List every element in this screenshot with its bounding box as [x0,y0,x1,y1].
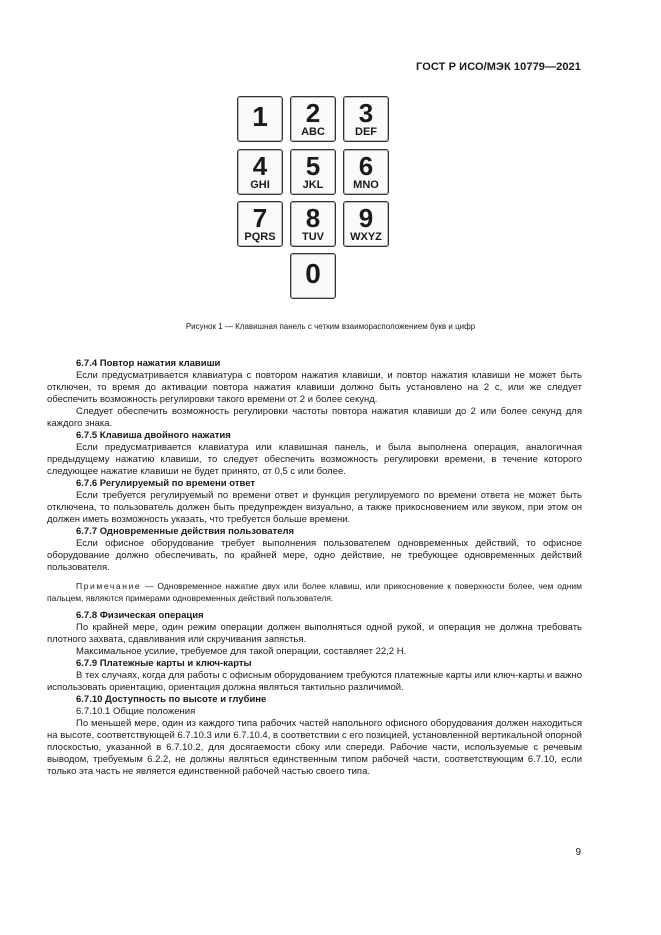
key-7 [237,201,283,247]
note-label: Примечание [76,581,142,591]
key-digit: 8 [305,203,321,233]
key-9 [343,201,389,247]
key-letters: WXYZ [350,231,382,243]
section-heading: 6.7.7 Одновременные действия пользователя [76,526,295,537]
key-letters: DEF [355,126,377,138]
key-8 [290,201,336,247]
document-header: ГОСТ Р ИСО/МЭК 10779—2021 [416,61,581,73]
key-digit: 2 [305,98,321,128]
section-heading: 6.7.6 Регулируемый по времени ответ [76,478,256,489]
subsection-heading: 6.7.10.1 Общие положения [76,706,196,717]
key-digit: 0 [305,258,321,289]
key-1 [237,96,283,142]
key-letters: ABC [301,126,325,138]
section-heading: 6.7.8 Физическая операция [76,610,204,621]
key-letters: PQRS [244,231,276,243]
key-letters: JKL [302,179,324,191]
key-digit: 7 [252,203,268,233]
page-number: 9 [575,847,581,858]
key-digit: 6 [358,151,374,181]
paragraph: Максимальное усилие, требуемое для такой операции, составляет 22,2 Н. [76,646,407,657]
key-digit: 5 [305,151,321,181]
paragraph: Если офисное оборудование требует выполнения пользователем одновременных действий, то офисное оборудование должно обеспечивать, по крайней мере, одно действие, не требующее одновременных действий пользователя. [47,538,582,573]
section-heading: 6.7.10 Доступность по высоте и глубине [76,694,267,705]
paragraph: Если предусматривается клавиатура с повтором нажатия клавиши, и повтор нажатия клавиши не может быть отключен, то время до активации повтора нажатия клавиши должно быть установлено на 2 с, или же следует обеспечить возможность регулировки такого времени от 2 и более секунд. [47,370,582,405]
key-letters: GHI [250,179,270,191]
key-5 [290,149,336,195]
paragraph: По меньшей мере, один из каждого типа рабочих частей напольного офисного оборудования должен находиться на высоте, соответствующей 6.7.10.3 или 6.7.10.4, в соответствии с его позицией, установленной вертикальной опорной плоскостью, указанной в 6.7.10.2, для досягаемости сбоку или спереди. Рабочие части, используемые с речевым выводом, требуемым 6.2.2, не должны являться единственным типом рабочей части, соответствующим 6.7.10, если только эта часть не является единственной рабочей частью своего типа. [47,718,582,777]
key-digit: 1 [252,101,268,132]
section-heading: 6.7.5 Клавиша двойного нажатия [76,430,231,441]
paragraph: Если требуется регулируемый по времени ответ и функция регулируемого по времени ответа не может быть отключена, то пользователь должен быть предупрежден визуально, а также прикосновением или звуком, при этом он должен иметь возможность указать, что требуется больше времени. [47,490,582,525]
document-body [47,358,582,778]
key-4 [237,149,283,195]
key-3 [343,96,389,142]
paragraph: В тех случаях, когда для работы с офисным оборудованием требуются платежные карты или ключ-карты и важно использовать ориентацию, ориентация должна являться тактильно различимой. [47,670,582,693]
note-text: — Одновременное нажатие двух или более клавиш, или прикосновение к поверхности более, чем одним пальцем, являются примерами одновременных действий пользователя. [47,581,582,603]
key-digit: 3 [358,98,374,128]
key-digit: 9 [358,203,374,233]
key-letters: TUV [302,231,324,243]
section-heading: 6.7.9 Платежные карты и ключ-карты [76,658,252,669]
paragraph: Следует обеспечить возможность регулировки частоты повтора нажатия клавиши до 2 или более секунд для каждого знака. [47,406,582,429]
section-heading: 6.7.4 Повтор нажатия клавиши [76,358,221,369]
key-digit: 4 [252,151,268,181]
key-2 [290,96,336,142]
key-6 [343,149,389,195]
key-letters: MNO [353,179,379,191]
paragraph: Если предусматривается клавиатура или клавишная панель, и была выполнена операция, аналогичная предыдущему нажатию клавиши, то следует обеспечить возможность регулировки времени, в течение которого следующее нажатие клавиши не будет принято, от 0,5 с или более. [47,442,582,477]
keypad-figure [0,0,661,310]
figure-caption: Рисунок 1 — Клавишная панель с четким взаиморасположением букв и цифр [185,322,476,331]
paragraph: По крайней мере, один режим операции должен выполняться одной рукой, и операция не должна требовать плотного захвата, сдавливания или скручивания запястья. [47,622,582,645]
key-0 [290,253,336,299]
note [47,580,582,604]
